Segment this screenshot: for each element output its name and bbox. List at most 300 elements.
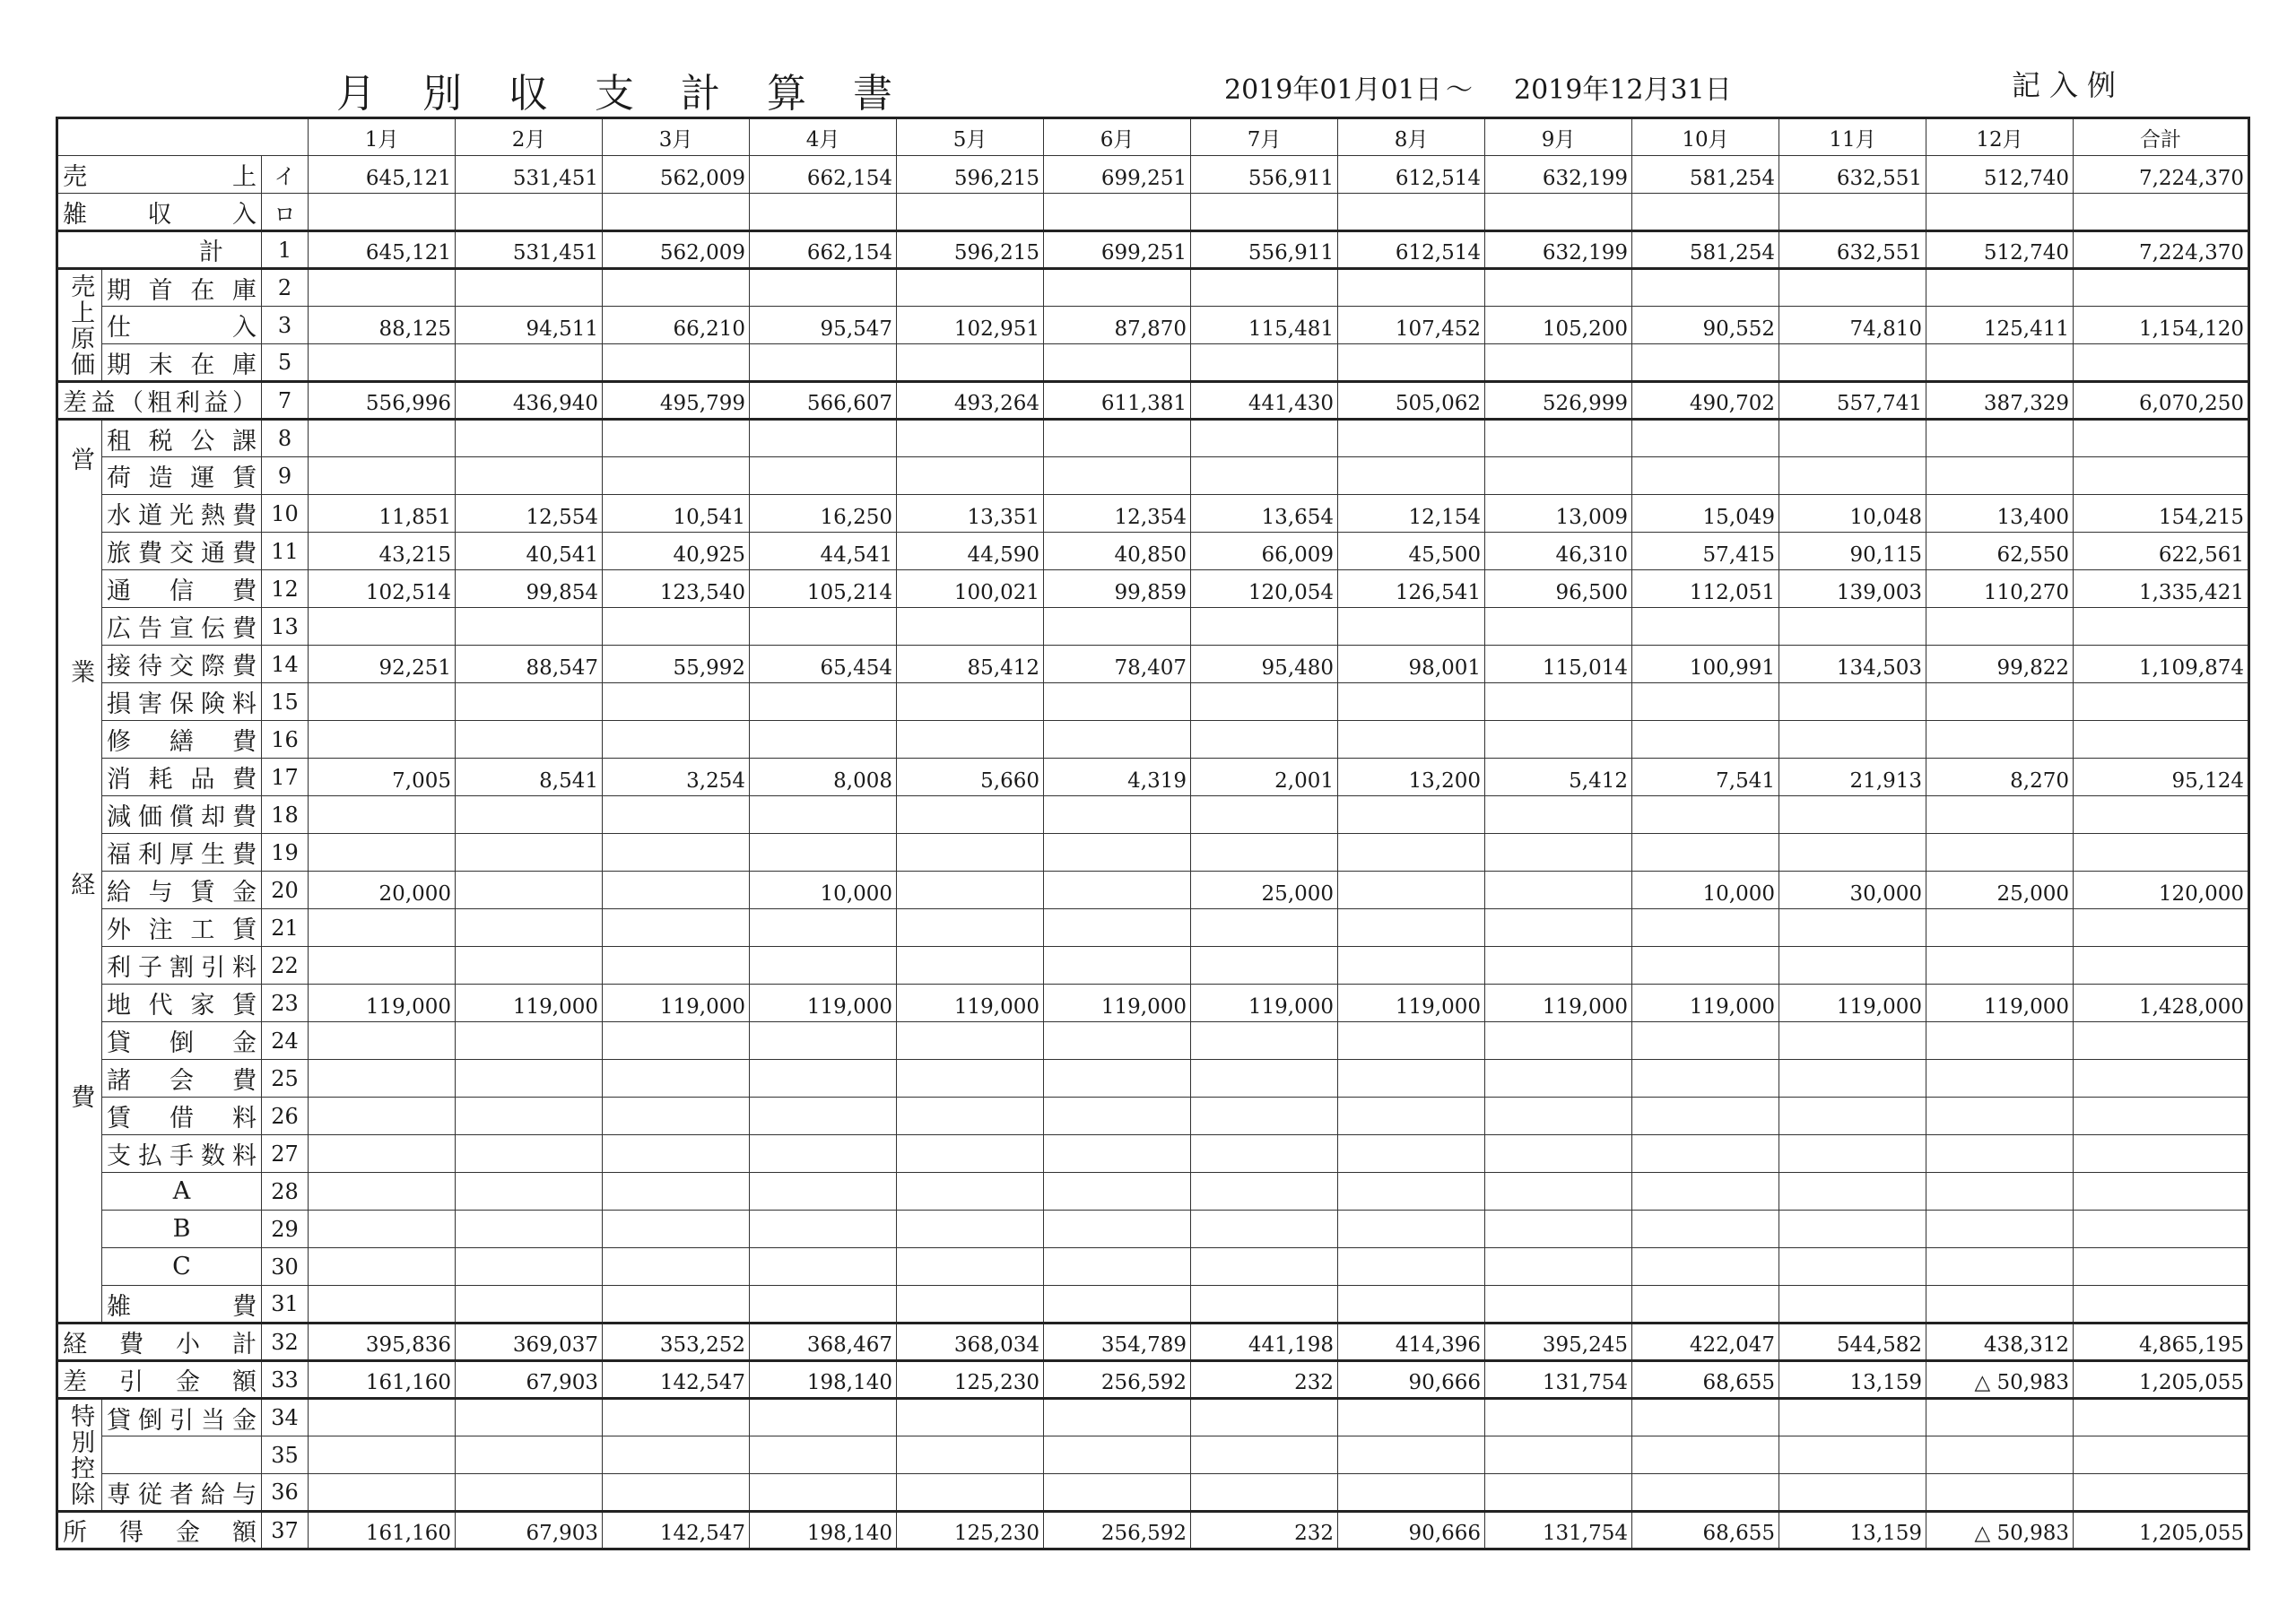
amount-cell <box>1779 457 1926 495</box>
amount-cell <box>1044 1399 1191 1436</box>
amount-cell <box>1632 420 1779 457</box>
amount-cell: 632,199 <box>1485 156 1632 194</box>
amount-cell <box>1044 1211 1191 1248</box>
row-code: 5 <box>262 344 309 382</box>
amount-cell: 99,854 <box>456 570 603 608</box>
amount-cell <box>1338 721 1485 759</box>
amount-cell: 13,009 <box>1485 495 1632 533</box>
row-code: 36 <box>262 1474 309 1512</box>
amount-cell <box>1191 909 1338 947</box>
row-label: 消耗品費 <box>102 759 262 796</box>
row-code: ロ <box>262 194 309 231</box>
row-label: 修繕費 <box>102 721 262 759</box>
amount-cell <box>1926 1135 2074 1173</box>
amount-cell <box>897 269 1044 307</box>
amount-cell <box>750 947 897 985</box>
row-code: 25 <box>262 1060 309 1098</box>
amount-cell: 662,154 <box>750 156 897 194</box>
amount-cell: 134,503 <box>1779 646 1926 683</box>
table-row <box>57 796 2249 834</box>
amount-cell <box>1485 608 1632 646</box>
column-header-month: 1月 <box>309 118 456 156</box>
amount-cell <box>1926 683 2074 721</box>
amount-cell <box>1338 1022 1485 1060</box>
amount-cell: 88,125 <box>309 307 456 344</box>
table-row <box>57 1361 2249 1399</box>
amount-cell <box>1632 1474 1779 1512</box>
row-code: 26 <box>262 1098 309 1135</box>
amount-cell <box>1191 1474 1338 1512</box>
column-header-month: 9月 <box>1485 118 1632 156</box>
amount-cell <box>1632 1436 1779 1474</box>
amount-cell <box>603 947 750 985</box>
amount-cell <box>456 1098 603 1135</box>
amount-cell <box>897 1211 1044 1248</box>
amount-cell <box>456 1060 603 1098</box>
table-row <box>57 420 2249 457</box>
amount-cell <box>750 1098 897 1135</box>
amount-cell <box>603 1436 750 1474</box>
table-row <box>57 1022 2249 1060</box>
amount-cell: 67,903 <box>456 1361 603 1399</box>
amount-cell: 107,452 <box>1338 307 1485 344</box>
row-code: 35 <box>262 1436 309 1474</box>
amount-cell: 395,245 <box>1485 1324 1632 1361</box>
amount-cell <box>603 269 750 307</box>
amount-cell <box>1926 721 2074 759</box>
table-row <box>57 608 2249 646</box>
amount-cell <box>1044 608 1191 646</box>
amount-cell <box>1338 909 1485 947</box>
total-cell <box>2074 683 2249 721</box>
amount-cell <box>1044 420 1191 457</box>
amount-cell <box>897 420 1044 457</box>
amount-cell <box>456 1399 603 1436</box>
amount-cell: 3,254 <box>603 759 750 796</box>
monthly-income-expense-table <box>56 117 2250 1550</box>
amount-cell <box>750 1173 897 1211</box>
amount-cell <box>309 1286 456 1324</box>
table-row <box>57 1436 2249 1474</box>
amount-cell <box>1338 796 1485 834</box>
amount-cell <box>1191 194 1338 231</box>
amount-cell: 8,270 <box>1926 759 2074 796</box>
amount-cell: 562,009 <box>603 231 750 269</box>
column-header-month: 8月 <box>1338 118 1485 156</box>
row-label: 経費小計 <box>57 1324 262 1361</box>
amount-cell: 96,500 <box>1485 570 1632 608</box>
amount-cell <box>750 608 897 646</box>
amount-cell <box>750 909 897 947</box>
amount-cell <box>1338 1436 1485 1474</box>
amount-cell: 10,000 <box>750 872 897 909</box>
amount-cell <box>1338 1098 1485 1135</box>
amount-cell <box>1044 457 1191 495</box>
amount-cell <box>1338 1474 1485 1512</box>
row-label <box>102 1436 262 1474</box>
amount-cell <box>1191 721 1338 759</box>
amount-cell: 90,552 <box>1632 307 1779 344</box>
total-cell <box>2074 909 2249 947</box>
amount-cell <box>897 1135 1044 1173</box>
amount-cell: 581,254 <box>1632 156 1779 194</box>
amount-cell: 699,251 <box>1044 156 1191 194</box>
amount-cell <box>456 1436 603 1474</box>
amount-cell: 119,000 <box>1779 985 1926 1022</box>
amount-cell <box>1779 608 1926 646</box>
amount-cell <box>1191 947 1338 985</box>
amount-cell: 2,001 <box>1191 759 1338 796</box>
amount-cell <box>1338 1248 1485 1286</box>
amount-cell <box>1779 1173 1926 1211</box>
row-code: 27 <box>262 1135 309 1173</box>
amount-cell: 13,159 <box>1779 1361 1926 1399</box>
amount-cell <box>603 872 750 909</box>
amount-cell <box>897 909 1044 947</box>
amount-cell: 198,140 <box>750 1361 897 1399</box>
row-code: 3 <box>262 307 309 344</box>
amount-cell <box>750 344 897 382</box>
amount-cell <box>1632 1060 1779 1098</box>
amount-cell: 102,514 <box>309 570 456 608</box>
amount-cell <box>309 721 456 759</box>
amount-cell <box>456 608 603 646</box>
amount-cell <box>1779 420 1926 457</box>
row-code: 32 <box>262 1324 309 1361</box>
amount-cell: 119,000 <box>456 985 603 1022</box>
row-label: 旅費交通費 <box>102 533 262 570</box>
amount-cell <box>1926 608 2074 646</box>
column-header-month: 2月 <box>456 118 603 156</box>
table-row <box>57 194 2249 231</box>
total-cell: 7,224,370 <box>2074 231 2249 269</box>
amount-cell: 20,000 <box>309 872 456 909</box>
amount-cell <box>897 1436 1044 1474</box>
amount-cell <box>1191 1211 1338 1248</box>
amount-cell: 4,319 <box>1044 759 1191 796</box>
amount-cell <box>1926 420 2074 457</box>
amount-cell: 5,660 <box>897 759 1044 796</box>
row-label: 仕入 <box>102 307 262 344</box>
amount-cell <box>309 1474 456 1512</box>
amount-cell <box>1191 1248 1338 1286</box>
amount-cell: 100,991 <box>1632 646 1779 683</box>
amount-cell <box>309 269 456 307</box>
amount-cell: 66,009 <box>1191 533 1338 570</box>
total-cell: 7,224,370 <box>2074 156 2249 194</box>
amount-cell <box>750 1399 897 1436</box>
amount-cell: 645,121 <box>309 156 456 194</box>
total-cell <box>2074 1173 2249 1211</box>
amount-cell <box>456 194 603 231</box>
amount-cell <box>1926 1098 2074 1135</box>
amount-cell <box>750 194 897 231</box>
amount-cell: 581,254 <box>1632 231 1779 269</box>
row-code: 30 <box>262 1248 309 1286</box>
amount-cell <box>309 344 456 382</box>
total-cell <box>2074 1248 2249 1286</box>
amount-cell <box>603 1474 750 1512</box>
amount-cell <box>1044 1060 1191 1098</box>
amount-cell: 495,799 <box>603 382 750 420</box>
amount-cell <box>603 721 750 759</box>
amount-cell <box>456 1248 603 1286</box>
amount-cell <box>603 796 750 834</box>
amount-cell <box>1485 344 1632 382</box>
amount-cell <box>1191 834 1338 872</box>
total-cell <box>2074 344 2249 382</box>
amount-cell <box>603 1098 750 1135</box>
row-code: 31 <box>262 1286 309 1324</box>
amount-cell: 662,154 <box>750 231 897 269</box>
amount-cell: 125,230 <box>897 1512 1044 1549</box>
row-code: 17 <box>262 759 309 796</box>
column-header-month: 6月 <box>1044 118 1191 156</box>
amount-cell: 112,051 <box>1632 570 1779 608</box>
amount-cell <box>1926 1436 2074 1474</box>
amount-cell: 44,541 <box>750 533 897 570</box>
column-header-month: 3月 <box>603 118 750 156</box>
amount-cell: 526,999 <box>1485 382 1632 420</box>
amount-cell <box>1926 1474 2074 1512</box>
amount-cell <box>309 834 456 872</box>
row-label: 外注工賃 <box>102 909 262 947</box>
amount-cell <box>1779 909 1926 947</box>
amount-cell: 90,666 <box>1338 1361 1485 1399</box>
table-row <box>57 1512 2249 1549</box>
amount-cell: 105,200 <box>1485 307 1632 344</box>
amount-cell <box>456 1135 603 1173</box>
amount-cell <box>309 1211 456 1248</box>
amount-cell <box>1779 683 1926 721</box>
column-header-total: 合計 <box>2074 118 2249 156</box>
amount-cell <box>456 1474 603 1512</box>
amount-cell: 74,810 <box>1779 307 1926 344</box>
amount-cell: 414,396 <box>1338 1324 1485 1361</box>
amount-cell <box>897 1286 1044 1324</box>
row-label: B <box>102 1211 262 1248</box>
amount-cell: 131,754 <box>1485 1361 1632 1399</box>
amount-cell <box>1338 608 1485 646</box>
total-cell: 120,000 <box>2074 872 2249 909</box>
amount-cell <box>1191 420 1338 457</box>
amount-cell <box>603 1399 750 1436</box>
amount-cell <box>1338 1135 1485 1173</box>
row-label: 差引金額 <box>57 1361 262 1399</box>
amount-cell <box>1485 1022 1632 1060</box>
amount-cell <box>897 796 1044 834</box>
row-label: 雑収入 <box>57 194 262 231</box>
amount-cell: 505,062 <box>1338 382 1485 420</box>
amount-cell <box>750 1286 897 1324</box>
amount-cell: 5,412 <box>1485 759 1632 796</box>
amount-cell: 85,412 <box>897 646 1044 683</box>
amount-cell <box>897 1399 1044 1436</box>
row-code: 21 <box>262 909 309 947</box>
category-label-cost-of-sales: 売上原価 <box>57 269 102 382</box>
amount-cell: 40,850 <box>1044 533 1191 570</box>
table-row <box>57 872 2249 909</box>
row-label: 給与賃金 <box>102 872 262 909</box>
amount-cell <box>1485 1211 1632 1248</box>
amount-cell: 68,655 <box>1632 1512 1779 1549</box>
amount-cell: 161,160 <box>309 1361 456 1399</box>
table-row <box>57 1248 2249 1286</box>
amount-cell: 55,992 <box>603 646 750 683</box>
amount-cell <box>1485 1248 1632 1286</box>
row-code: 14 <box>262 646 309 683</box>
amount-cell <box>1779 1399 1926 1436</box>
total-cell: 1,109,874 <box>2074 646 2249 683</box>
amount-cell: 161,160 <box>309 1512 456 1549</box>
row-code: 20 <box>262 872 309 909</box>
amount-cell <box>1632 1211 1779 1248</box>
amount-cell <box>1485 457 1632 495</box>
amount-cell: 125,411 <box>1926 307 2074 344</box>
amount-cell <box>1632 721 1779 759</box>
amount-cell <box>1632 457 1779 495</box>
amount-cell <box>456 1173 603 1211</box>
amount-cell <box>1044 796 1191 834</box>
amount-cell <box>1191 1436 1338 1474</box>
amount-cell <box>1338 194 1485 231</box>
amount-cell <box>309 1436 456 1474</box>
row-code: 37 <box>262 1512 309 1549</box>
row-code: 13 <box>262 608 309 646</box>
amount-cell <box>1632 1173 1779 1211</box>
amount-cell <box>456 721 603 759</box>
amount-cell: 395,836 <box>309 1324 456 1361</box>
amount-cell: 422,047 <box>1632 1324 1779 1361</box>
amount-cell: 25,000 <box>1926 872 2074 909</box>
amount-cell: 232 <box>1191 1512 1338 1549</box>
amount-cell <box>309 1399 456 1436</box>
amount-cell <box>750 683 897 721</box>
row-label: 貸倒金 <box>102 1022 262 1060</box>
table-row <box>57 1098 2249 1135</box>
amount-cell: 354,789 <box>1044 1324 1191 1361</box>
row-label: 差益（粗利益） <box>57 382 262 420</box>
amount-cell: 353,252 <box>603 1324 750 1361</box>
amount-cell <box>897 1098 1044 1135</box>
amount-cell: 43,215 <box>309 533 456 570</box>
table-row <box>57 947 2249 985</box>
amount-cell <box>1044 194 1191 231</box>
amount-cell <box>1779 194 1926 231</box>
row-label: 福利厚生費 <box>102 834 262 872</box>
amount-cell <box>603 457 750 495</box>
amount-cell <box>1779 1022 1926 1060</box>
amount-cell <box>1779 1211 1926 1248</box>
amount-cell <box>456 420 603 457</box>
amount-cell: 198,140 <box>750 1512 897 1549</box>
table-row <box>57 759 2249 796</box>
row-label: 諸会費 <box>102 1060 262 1098</box>
amount-cell <box>1338 1286 1485 1324</box>
amount-cell <box>456 1022 603 1060</box>
column-header-month: 10月 <box>1632 118 1779 156</box>
amount-cell <box>456 909 603 947</box>
amount-cell <box>1191 1135 1338 1173</box>
amount-cell <box>1044 1248 1191 1286</box>
table-row <box>57 269 2249 307</box>
amount-cell: 531,451 <box>456 231 603 269</box>
amount-cell <box>1926 947 2074 985</box>
row-code: 15 <box>262 683 309 721</box>
amount-cell: 438,312 <box>1926 1324 2074 1361</box>
amount-cell: 13,200 <box>1338 759 1485 796</box>
amount-cell: 16,250 <box>750 495 897 533</box>
amount-cell <box>750 457 897 495</box>
amount-cell: 66,210 <box>603 307 750 344</box>
amount-cell <box>1779 1286 1926 1324</box>
amount-cell: 142,547 <box>603 1361 750 1399</box>
amount-cell <box>309 947 456 985</box>
amount-cell <box>1485 872 1632 909</box>
amount-cell: 40,541 <box>456 533 603 570</box>
amount-cell <box>1779 1098 1926 1135</box>
row-code: 7 <box>262 382 309 420</box>
row-label: 期首在庫 <box>102 269 262 307</box>
amount-cell <box>1926 1022 2074 1060</box>
amount-cell <box>750 1474 897 1512</box>
amount-cell <box>603 683 750 721</box>
amount-cell <box>1632 683 1779 721</box>
row-label: 接待交際費 <box>102 646 262 683</box>
column-header-month: 4月 <box>750 118 897 156</box>
row-label: 所得金額 <box>57 1512 262 1549</box>
amount-cell: 119,000 <box>1044 985 1191 1022</box>
total-cell <box>2074 1399 2249 1436</box>
amount-cell: 78,407 <box>1044 646 1191 683</box>
amount-cell: 7,005 <box>309 759 456 796</box>
amount-cell: 119,000 <box>1338 985 1485 1022</box>
row-code: 18 <box>262 796 309 834</box>
table-row <box>57 570 2249 608</box>
amount-cell: 512,740 <box>1926 231 2074 269</box>
amount-cell: 557,741 <box>1779 382 1926 420</box>
amount-cell <box>897 608 1044 646</box>
amount-cell <box>1044 1436 1191 1474</box>
row-code: 22 <box>262 947 309 985</box>
amount-cell: 232 <box>1191 1361 1338 1399</box>
amount-cell <box>1926 457 2074 495</box>
amount-cell <box>603 834 750 872</box>
amount-cell <box>1485 947 1632 985</box>
amount-cell <box>309 1060 456 1098</box>
amount-cell: 544,582 <box>1779 1324 1926 1361</box>
total-cell: 154,215 <box>2074 495 2249 533</box>
amount-cell <box>309 796 456 834</box>
amount-cell <box>897 1474 1044 1512</box>
amount-cell: 87,870 <box>1044 307 1191 344</box>
total-cell: 1,205,055 <box>2074 1512 2249 1549</box>
amount-cell: 90,666 <box>1338 1512 1485 1549</box>
amount-cell <box>1485 1286 1632 1324</box>
amount-cell <box>1044 683 1191 721</box>
amount-cell <box>1485 1436 1632 1474</box>
total-cell <box>2074 834 2249 872</box>
amount-cell <box>1485 721 1632 759</box>
amount-cell <box>1926 909 2074 947</box>
row-label: 水道光熱費 <box>102 495 262 533</box>
row-label: A <box>102 1173 262 1211</box>
amount-cell <box>603 1286 750 1324</box>
amount-cell: 15,049 <box>1632 495 1779 533</box>
row-label: 地代家賃 <box>102 985 262 1022</box>
amount-cell <box>750 1022 897 1060</box>
row-code: 29 <box>262 1211 309 1248</box>
